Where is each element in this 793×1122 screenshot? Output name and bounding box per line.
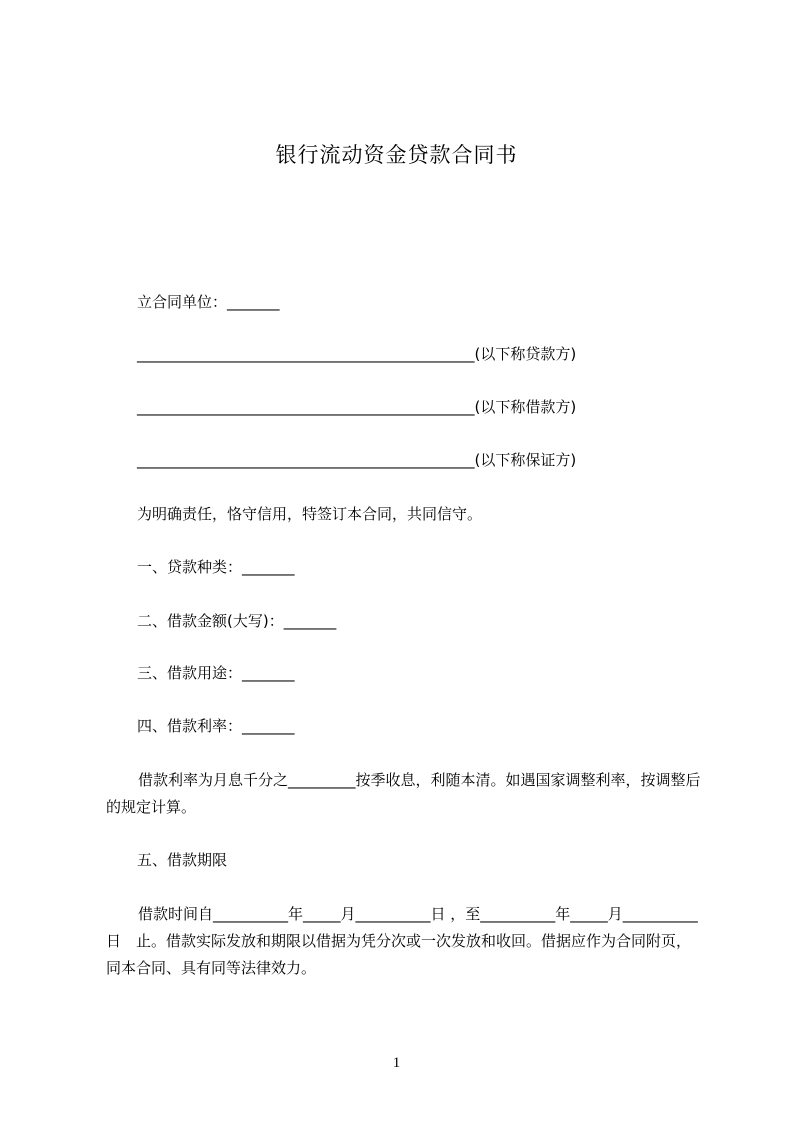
interest-rate-paragraph: 借款利率为月息千分之_________按季收息，利随本清。如遇国家调整利率，按调整后的规定计算。 [106,771,701,816]
clause-loan-amount: 二、借款金额(大写)：_______ [137,612,337,630]
loan-term-paragraph: 借款时间自__________年_____月__________日 ，至__________年_____月__________日 止。借款实际发放和期限以借据为凭分次或一次发放和收回。借据应作为合同附页，同本合同、具有同等法律效力。 [106,905,698,977]
page-number: 1 [392,1055,401,1071]
borrower-line: _____________________________________________(以下称借款方) [137,398,577,416]
preamble-text: 为明确责任，恪守信用，特签订本合同，共同信守。 [137,505,483,523]
clause-loan-type: 一、贷款种类：_______ [137,558,295,576]
clause-loan-term: 五、借款期限 [137,851,228,869]
document-title: 银行流动资金贷款合同书 [275,143,518,167]
clause-loan-purpose: 三、借款用途：_______ [137,664,295,682]
guarantor-line: _____________________________________________(以下称保证方) [137,451,577,469]
clause-interest-rate: 四、借款利率：_______ [137,717,295,735]
lender-line: _____________________________________________(以下称贷款方) [137,345,577,363]
contract-parties-label: 立合同单位：_______ [137,293,280,311]
